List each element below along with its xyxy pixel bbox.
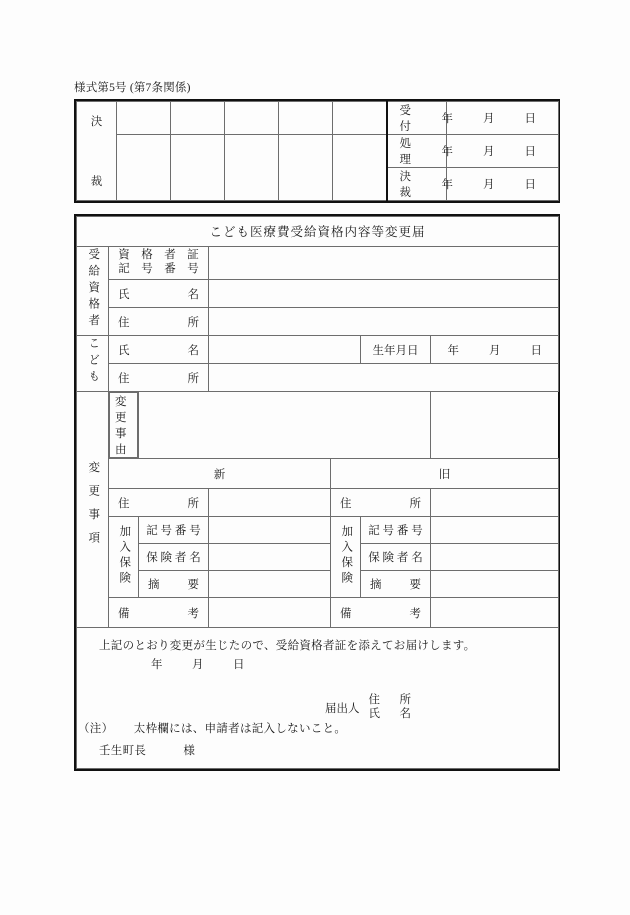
old-insurance-number-label: 記 号 番 号 bbox=[361, 517, 431, 544]
statement-cell bbox=[77, 628, 559, 769]
new-address-value[interactable] bbox=[209, 489, 331, 517]
child-birth-year: 年 bbox=[447, 344, 460, 357]
old-address-value[interactable] bbox=[431, 489, 559, 517]
child-birth-month: 月 bbox=[489, 344, 501, 357]
new-remarks-label-b: 考 bbox=[187, 607, 199, 620]
child-vertical-label-cell bbox=[77, 336, 109, 392]
footnote bbox=[78, 720, 346, 736]
approval-blank-cell[interactable] bbox=[225, 102, 279, 135]
new-summary-value[interactable] bbox=[209, 571, 331, 598]
child-address-row bbox=[77, 364, 559, 392]
new-insurer-name-value[interactable] bbox=[209, 544, 331, 571]
new-address-label-b: 所 bbox=[187, 497, 199, 510]
receipt-date-cell[interactable] bbox=[441, 102, 559, 135]
change-insurance-number-row bbox=[77, 517, 559, 544]
recipient-cert-row bbox=[77, 247, 559, 280]
decision-label: 決 裁 bbox=[399, 171, 434, 199]
approval-blank-cell[interactable] bbox=[117, 135, 171, 201]
new-address-label-cell bbox=[109, 489, 209, 517]
decision-date-label-cell bbox=[387, 168, 447, 201]
statement-day: 日 bbox=[233, 659, 245, 671]
approval-table bbox=[76, 101, 559, 201]
receipt-month: 月 bbox=[483, 113, 495, 125]
approval-blank-cell[interactable] bbox=[279, 135, 333, 201]
processing-label-cell bbox=[387, 135, 447, 168]
recipient-address-label-b: 所 bbox=[187, 316, 199, 329]
child-vertical-label: こども bbox=[87, 337, 100, 387]
processing-date-cell[interactable] bbox=[441, 135, 559, 168]
old-remarks-label-b: 考 bbox=[409, 607, 421, 620]
decision-label-bottom: 裁 bbox=[90, 176, 103, 188]
form-number: 様式第5号 (第7条関係) bbox=[74, 82, 191, 94]
recipient-address-row bbox=[77, 308, 559, 336]
statement-year: 年 bbox=[151, 659, 163, 671]
recipient-address-value[interactable] bbox=[209, 308, 559, 336]
change-vertical-label-cell bbox=[77, 392, 109, 628]
new-insurer-name-label: 保 険 者 名 bbox=[139, 544, 209, 571]
statement-month: 月 bbox=[192, 659, 204, 671]
new-remarks-label-a: 備 bbox=[118, 607, 130, 620]
new-remarks-value[interactable] bbox=[209, 598, 331, 628]
recipient-cert-label-line2: 記 号 番 号 bbox=[118, 263, 199, 275]
child-name-value[interactable] bbox=[209, 336, 361, 364]
old-remarks-value[interactable] bbox=[431, 598, 559, 628]
approval-blank-cell[interactable] bbox=[117, 102, 171, 135]
recipient-name-row bbox=[77, 280, 559, 308]
change-summary-row bbox=[77, 571, 559, 598]
old-insurance-vertical-label-cell bbox=[331, 517, 361, 598]
approval-blank-cell[interactable] bbox=[333, 135, 387, 201]
main-form-table bbox=[76, 216, 559, 769]
processing-month: 月 bbox=[483, 146, 495, 158]
new-insurance-vertical-label-cell bbox=[109, 517, 139, 598]
decision-day: 日 bbox=[524, 179, 536, 191]
recipient-vertical-label-cell bbox=[77, 247, 109, 336]
applicant-name-label: 氏 名 bbox=[368, 707, 415, 720]
child-address-label-cell bbox=[109, 364, 209, 392]
receipt-label: 受 付 bbox=[399, 105, 434, 133]
child-address-label-b: 所 bbox=[187, 372, 199, 385]
old-summary-label-a: 摘 bbox=[370, 579, 382, 591]
decision-year: 年 bbox=[441, 179, 453, 191]
approval-blank-cell[interactable] bbox=[279, 102, 333, 135]
old-insurer-name-value[interactable] bbox=[431, 544, 559, 571]
addressee-honorific: 様 bbox=[183, 744, 196, 757]
applicant-address-label: 住 所 bbox=[368, 694, 415, 706]
change-vertical-label: 変更事項 bbox=[87, 461, 100, 555]
change-insurer-name-row bbox=[77, 544, 559, 571]
old-address-label-b: 所 bbox=[409, 497, 421, 510]
recipient-cert-value[interactable] bbox=[209, 247, 559, 280]
recipient-name-value[interactable] bbox=[209, 280, 559, 308]
change-reason-label: 変 更 事 由 bbox=[109, 392, 138, 458]
change-remarks-row bbox=[77, 598, 559, 628]
change-address-row bbox=[77, 489, 559, 517]
old-summary-label-b: 要 bbox=[409, 579, 421, 591]
main-form-container bbox=[74, 214, 560, 771]
new-summary-label-cell bbox=[139, 571, 209, 598]
child-name-row bbox=[77, 336, 559, 364]
receipt-year: 年 bbox=[441, 113, 453, 125]
new-summary-label-b: 要 bbox=[187, 579, 199, 591]
old-summary-label-cell bbox=[361, 571, 431, 598]
child-name-label-a: 氏 bbox=[118, 344, 130, 357]
statement-row bbox=[77, 628, 559, 769]
approval-blank-cell[interactable] bbox=[225, 135, 279, 201]
recipient-address-label-cell bbox=[109, 308, 209, 336]
decision-date-cell[interactable] bbox=[441, 168, 559, 201]
processing-day: 日 bbox=[524, 146, 536, 158]
new-insurance-vertical-label: 加入保険 bbox=[118, 524, 131, 587]
receipt-day: 日 bbox=[524, 113, 536, 125]
change-reason-row bbox=[77, 392, 559, 459]
new-old-header-row bbox=[77, 459, 559, 489]
old-summary-value[interactable] bbox=[431, 571, 559, 598]
new-insurance-number-value[interactable] bbox=[209, 517, 331, 544]
approval-table-container bbox=[74, 99, 560, 203]
change-reason-value[interactable] bbox=[139, 392, 431, 459]
child-birth-date-cell[interactable] bbox=[431, 336, 559, 364]
old-remarks-label-a: 備 bbox=[340, 607, 352, 620]
title-row bbox=[77, 217, 559, 247]
approval-blank-cell[interactable] bbox=[171, 102, 225, 135]
approval-row-2 bbox=[77, 135, 559, 168]
child-birth-label: 生年月日 bbox=[361, 336, 431, 364]
child-name-label-b: 名 bbox=[187, 344, 199, 357]
statement-date[interactable] bbox=[77, 656, 558, 672]
receipt-label-cell bbox=[387, 102, 447, 135]
old-insurer-name-label: 保 険 者 名 bbox=[361, 544, 431, 571]
recipient-vertical-label: 受給資格者 bbox=[87, 248, 100, 331]
applicant-block bbox=[77, 694, 558, 722]
new-insurance-number-label: 記 号 番 号 bbox=[139, 517, 209, 544]
recipient-name-label-b: 名 bbox=[187, 288, 199, 301]
new-remarks-label-cell bbox=[109, 598, 209, 628]
old-insurance-vertical-label: 加入保険 bbox=[340, 524, 353, 587]
approval-row-1 bbox=[77, 102, 559, 135]
child-name-label-cell bbox=[109, 336, 209, 364]
child-address-value[interactable] bbox=[209, 364, 559, 392]
recipient-cert-label-line1: 資 格 者 証 bbox=[118, 249, 199, 262]
new-summary-label-a: 摘 bbox=[148, 579, 160, 591]
old-address-label-a: 住 bbox=[340, 497, 352, 510]
decision-label-top: 決 bbox=[90, 116, 103, 128]
addressee-block bbox=[77, 742, 558, 758]
column-header-new: 新 bbox=[109, 459, 331, 489]
approval-blank-cell[interactable] bbox=[171, 135, 225, 201]
applicant-fields[interactable] bbox=[369, 694, 416, 722]
form-title: こども医療費受給資格内容等変更届 bbox=[77, 217, 559, 247]
recipient-name-label-cell bbox=[109, 280, 209, 308]
column-header-old: 旧 bbox=[331, 459, 559, 489]
decision-label-cell bbox=[77, 102, 117, 201]
footnote-text: 太枠欄には、申請者は記入しないこと。 bbox=[133, 723, 347, 735]
old-remarks-label-cell bbox=[331, 598, 431, 628]
child-address-label-a: 住 bbox=[118, 372, 130, 385]
recipient-cert-label-cell bbox=[109, 247, 209, 280]
statement-line1: 上記のとおり変更が生じたので、受給資格者証を添えてお届けします。 bbox=[99, 640, 476, 652]
old-insurance-number-value[interactable] bbox=[431, 517, 559, 544]
old-address-label-cell bbox=[331, 489, 431, 517]
recipient-name-label-a: 氏 bbox=[118, 288, 130, 301]
processing-label: 処 理 bbox=[399, 138, 434, 166]
recipient-address-label-a: 住 bbox=[118, 316, 130, 329]
processing-year: 年 bbox=[441, 146, 453, 158]
footnote-marker: （注） bbox=[78, 723, 114, 735]
applicant-label: 届出人 bbox=[325, 702, 360, 715]
addressee-label: 壬生町長 bbox=[99, 744, 147, 757]
decision-month: 月 bbox=[483, 179, 495, 191]
new-address-label-a: 住 bbox=[118, 497, 130, 510]
child-birth-day: 日 bbox=[530, 344, 543, 357]
approval-blank-cell[interactable] bbox=[333, 102, 387, 135]
